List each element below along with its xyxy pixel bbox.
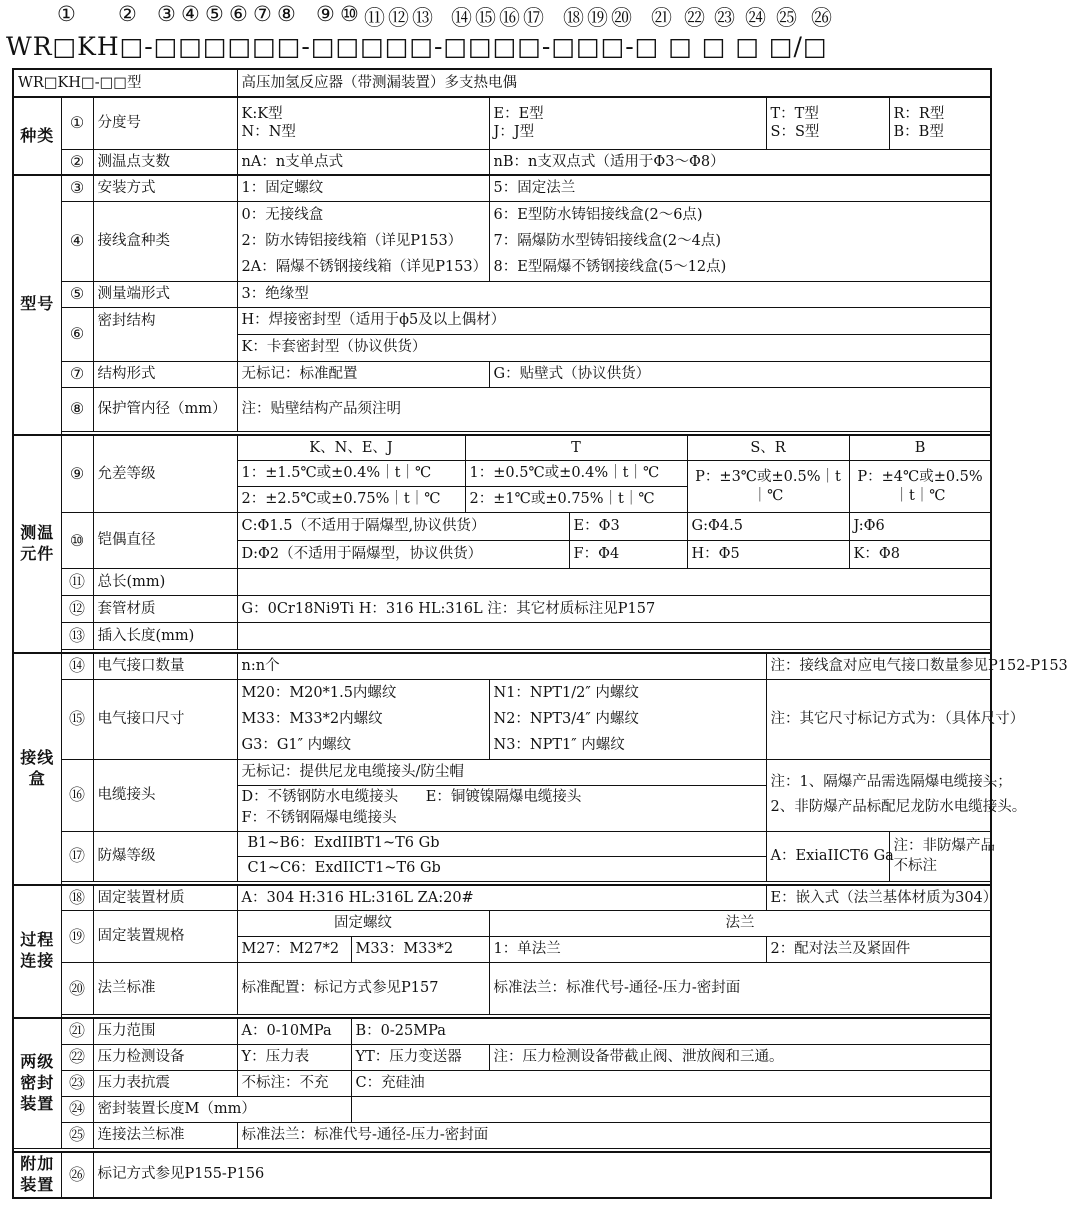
note-line: 不标注: [893, 858, 938, 874]
model-name: WR□KH□-□□型: [13, 69, 237, 97]
option-b: B：B型: [893, 124, 944, 141]
row-number: ⑳: [61, 963, 93, 1015]
option-cell: A：ExiaIICT6 Ga: [766, 831, 889, 881]
option-line: E：铜镀镍隔爆电缆接头: [425, 788, 582, 805]
row-number: ①: [61, 97, 93, 149]
category-type: 型号: [13, 175, 61, 435]
option-cell: H：焊接密封型（适用于ϕ5及以上偶材）: [237, 307, 991, 334]
empty-cell: [351, 1096, 991, 1122]
option-t: T：T型: [770, 106, 819, 123]
row-16a: [13, 759, 991, 785]
row-label: 测温点支数: [93, 149, 237, 175]
row-8: [13, 387, 991, 431]
row-label: 允差等级: [93, 435, 237, 513]
option-cell: [237, 201, 489, 281]
option-line: 2A：隔爆不锈钢接线箱（详见P153）: [241, 259, 488, 276]
row-number: ㉒: [61, 1044, 93, 1070]
row-3: [13, 175, 991, 201]
row-label: 防爆等级: [93, 831, 237, 881]
option-line: D：不锈钢防水电缆接头: [241, 788, 399, 805]
option-cell: [489, 679, 766, 759]
position-number: ㉔: [745, 6, 766, 30]
option-line: 7：隔爆防水型铸铝接线盒(2～4点): [493, 232, 722, 249]
note-line: 注：非防爆产品: [893, 837, 996, 854]
row-number: ⑰: [61, 831, 93, 881]
option-cell: [489, 97, 766, 149]
row-label: 密封结构: [93, 307, 237, 361]
position-number: ㉕: [776, 6, 797, 30]
option-cell: [889, 97, 991, 149]
option-e: E：E型: [493, 106, 544, 123]
row-number: ⑫: [61, 596, 93, 623]
option-cell: 注：贴壁结构产品须注明: [237, 387, 991, 431]
option-line: M20：M20*1.5内螺纹: [241, 684, 397, 701]
position-number: ⑩: [340, 2, 359, 26]
option-cell: nB：n支双点式（适用于Φ3～Φ8）: [489, 149, 991, 175]
model-description: 高压加氢反应器（带测漏装置）多支热电偶: [237, 69, 991, 97]
option-line: N2：NPT3/4″ 内螺纹: [493, 710, 639, 727]
tolerance-header: T: [465, 435, 687, 461]
option-cell: [766, 97, 889, 149]
row-label: 连接法兰标准: [93, 1122, 237, 1148]
option-cell: C1~C6：ExdIICT1~T6 Gb: [237, 856, 766, 881]
option-cell: C：充硅油: [351, 1070, 991, 1096]
row-4: [13, 201, 991, 281]
category-junction: 接线盒: [13, 653, 61, 885]
row-label: 插入长度(mm): [93, 623, 237, 650]
row-number: ⑲: [61, 911, 93, 963]
option-cell: 3：绝缘型: [237, 281, 991, 307]
row-label: 套管材质: [93, 596, 237, 623]
option-cell: 无标记：标准配置: [237, 361, 489, 387]
row-7: [13, 361, 991, 387]
tolerance-cell: P：±3℃或±0.5%｜t｜℃: [687, 461, 849, 513]
note-cell: 注：接线盒对应电气接口数量参见P152-P153: [766, 653, 991, 679]
option-r: R：R型: [893, 106, 945, 123]
position-number: ⑲: [587, 6, 608, 30]
row-number: ㉔: [61, 1096, 93, 1122]
row-23: [13, 1070, 991, 1096]
row-number: ㉕: [61, 1122, 93, 1148]
option-cell: [237, 97, 489, 149]
tolerance-cell: 2：±2.5℃或±0.75%｜t｜℃: [237, 487, 465, 513]
row-18: [13, 885, 991, 911]
note-cell: [766, 759, 1027, 831]
row-19-header: [13, 911, 991, 937]
row-number: ④: [61, 201, 93, 281]
row-number: ⑬: [61, 623, 93, 650]
diameter-cell: G:Φ4.5: [687, 513, 849, 541]
option-cell: 标准法兰：标准代号-通径-压力-密封面: [237, 1122, 991, 1148]
option-line: N1：NPT1/2″ 内螺纹: [493, 684, 639, 701]
row-number: ㉓: [61, 1070, 93, 1096]
spec-table: [12, 68, 1068, 1199]
row-13: [13, 623, 991, 650]
title-row: [13, 69, 991, 97]
position-number: ④: [181, 2, 200, 26]
row-11: [13, 569, 991, 596]
option-cell: 无标记：提供尼龙电缆接头/防尘帽: [237, 759, 766, 785]
tolerance-cell: 2：±1℃或±0.75%｜t｜℃: [465, 487, 687, 513]
option-cell: Y：压力表: [237, 1044, 351, 1070]
row-number: ⑩: [61, 513, 93, 569]
note-cell: 注：其它尺寸标记方式为：（具体尺寸）: [766, 679, 991, 759]
row-label: 压力范围: [93, 1018, 237, 1044]
row-number: ⑤: [61, 281, 93, 307]
option-s: S：S型: [770, 124, 820, 141]
diameter-cell: E：Φ3: [569, 513, 687, 541]
diameter-cell: J:Φ6: [849, 513, 991, 541]
option-cell: 标准法兰：标准代号-通径-压力-密封面: [489, 963, 991, 1015]
position-number: ⑫: [388, 6, 409, 30]
option-line: N3：NPT1″ 内螺纹: [493, 737, 625, 754]
option-cell: A：304 H:316 HL:316L ZA:20#: [237, 885, 766, 911]
row-number: ⑥: [61, 307, 93, 361]
option-cell: 不标注：不充: [237, 1070, 351, 1096]
row-label: 分度号: [93, 97, 237, 149]
option-cell: [489, 201, 991, 281]
row-label: 保护管内径（mm）: [93, 387, 237, 431]
option-line: F：不锈钢隔爆电缆接头: [241, 810, 397, 826]
row-label: 压力检测设备: [93, 1044, 237, 1070]
position-number: ⑱: [563, 6, 584, 30]
row-label: 结构形式: [93, 361, 237, 387]
option-cell: B：0-25MPa: [351, 1018, 991, 1044]
position-number: ⑮: [475, 6, 496, 30]
row-label: 铠偶直径: [93, 513, 237, 569]
option-line: M33：M33*2内螺纹: [241, 710, 383, 727]
position-number: ㉒: [684, 6, 705, 30]
model-code-header: [0, 0, 1000, 68]
option-j: J：J型: [493, 124, 535, 141]
row-number: ⑪: [61, 569, 93, 596]
row-label: 法兰标准: [93, 963, 237, 1015]
tolerance-cell: 1：±1.5℃或±0.4%｜t｜℃: [237, 461, 465, 487]
row-10a: [13, 513, 991, 541]
row-17a: [13, 831, 991, 856]
option-line: 8：E型隔爆不锈钢接线盒(5～12点): [493, 259, 727, 276]
option-line: 0：无接线盒: [241, 206, 324, 223]
spec-header: 固定螺纹: [237, 911, 489, 937]
option-cell: 1：单法兰: [489, 937, 766, 963]
row-label: 电气接口数量: [93, 653, 237, 679]
option-cell: A：0-10MPa: [237, 1018, 351, 1044]
option-line: G3：G1″ 内螺纹: [241, 737, 352, 754]
row-20: [13, 963, 991, 1015]
position-number: ⑧: [277, 2, 296, 26]
option-cell: M27：M27*2: [237, 937, 351, 963]
row-number: ⑭: [61, 653, 93, 679]
tolerance-cell: P：±4℃或±0.5%｜t｜℃: [849, 461, 991, 513]
option-cell: YT：压力变送器: [351, 1044, 489, 1070]
position-number: ⑥: [229, 2, 248, 26]
option-cell: 1：固定螺纹: [237, 175, 489, 201]
option-cell: K：卡套密封型（协议供货）: [237, 334, 991, 361]
diameter-cell: C:Φ1.5（不适用于隔爆型,协议供货）: [237, 513, 569, 541]
row-number: ⑮: [61, 679, 93, 759]
row-5: [13, 281, 991, 307]
row-label: 标记方式参见P155-P156: [93, 1152, 991, 1198]
category-kind: 种类: [13, 97, 61, 175]
row-label: 总长(mm): [93, 569, 237, 596]
category-seal: 两级密封装置: [13, 1018, 61, 1148]
row-number: ⑦: [61, 361, 93, 387]
position-number: ⑳: [611, 6, 632, 30]
row-21: [13, 1018, 991, 1044]
option-cell: 2：配对法兰及紧固件: [766, 937, 991, 963]
row-number: ㉑: [61, 1018, 93, 1044]
row-label: 电气接口尺寸: [93, 679, 237, 759]
position-number: ③: [157, 2, 176, 26]
row-2: [13, 149, 991, 175]
position-number: ①: [57, 2, 76, 26]
category-extra: 附加装置: [13, 1152, 61, 1198]
position-number: ⑪: [364, 6, 385, 30]
position-number: ②: [118, 2, 137, 26]
row-12: [13, 596, 991, 623]
row-label: 固定装置规格: [93, 911, 237, 963]
diameter-cell: F：Φ4: [569, 541, 687, 569]
option-cell: G：0Cr18Ni9Ti H：316 HL:316L 注：其它材质标注见P157: [237, 596, 991, 623]
option-line: 2：防水铸铝接线箱（详见P153）: [241, 232, 463, 249]
row-number: ③: [61, 175, 93, 201]
row-6: [13, 307, 991, 334]
option-cell: E：嵌入式（法兰基体材质为304）: [766, 885, 991, 911]
diameter-cell: D:Φ2（不适用于隔爆型，协议供货）: [237, 541, 569, 569]
option-cell: [237, 679, 489, 759]
row-number: ⑱: [61, 885, 93, 911]
position-number: ⑨: [316, 2, 335, 26]
option-cell: G：贴壁式（协议供货）: [489, 361, 991, 387]
option-cell: [237, 785, 766, 831]
position-number: ⑰: [523, 6, 544, 30]
row-label: 压力表抗震: [93, 1070, 237, 1096]
row-25: [13, 1122, 991, 1148]
position-number: ㉖: [811, 6, 832, 30]
option-cell: 5：固定法兰: [489, 175, 991, 201]
row-24: [13, 1096, 991, 1122]
position-number: ⑦: [253, 2, 272, 26]
note-line: 2、非防爆产品标配尼龙防水电缆接头。: [770, 799, 1027, 815]
tolerance-cell: 1：±0.5℃或±0.4%｜t｜℃: [465, 461, 687, 487]
option-cell: B1~B6：ExdIIBT1~T6 Gb: [237, 831, 766, 856]
position-number: ㉑: [651, 6, 672, 30]
option-cell: M33：M33*2: [351, 937, 489, 963]
row-label: 固定装置材质: [93, 885, 237, 911]
note-cell: 注：压力检测设备带截止阀、泄放阀和三通。: [489, 1044, 991, 1070]
tolerance-header: S、R: [687, 435, 849, 461]
row-26: [13, 1152, 991, 1198]
row-label: 电缆接头: [93, 759, 237, 831]
row-label: 接线盒种类: [93, 201, 237, 281]
row-label: 安装方式: [93, 175, 237, 201]
note-cell: [889, 831, 996, 881]
position-number: ⑬: [412, 6, 433, 30]
category-element: 测温元件: [13, 435, 61, 654]
row-number: ⑨: [61, 435, 93, 513]
row-number: ⑧: [61, 387, 93, 431]
tolerance-header: K、N、E、J: [237, 435, 465, 461]
diameter-cell: H：Φ5: [687, 541, 849, 569]
tolerance-header: B: [849, 435, 991, 461]
option-n: N：N型: [241, 124, 296, 141]
row-label: 密封装置长度M（mm）: [93, 1096, 351, 1122]
option-line: 6：E型防水铸铝接线盒(2～6点): [493, 206, 703, 223]
option-cell: nA：n支单点式: [237, 149, 489, 175]
row-22: [13, 1044, 991, 1070]
option-cell: 标准配置：标记方式参见P157: [237, 963, 489, 1015]
position-number: ⑭: [451, 6, 472, 30]
row-number: ㉖: [61, 1152, 93, 1198]
row-9-header: [13, 435, 991, 461]
empty-cell: [237, 569, 991, 596]
row-number: ⑯: [61, 759, 93, 831]
category-process: 过程连接: [13, 885, 61, 1019]
option-cell: n:n个: [237, 653, 766, 679]
position-number: ⑯: [499, 6, 520, 30]
row-number: ②: [61, 149, 93, 175]
model-code: WR□KH□-□□□□□□-□□□□□-□□□□-□□□-□ □ □ □ □/□: [6, 32, 828, 61]
spec-header: 法兰: [489, 911, 991, 937]
diameter-cell: K：Φ8: [849, 541, 991, 569]
empty-cell: [237, 623, 991, 650]
option-k: K:K型: [241, 106, 283, 123]
note-line: 注：1、隔爆产品需选隔爆电缆接头；: [770, 774, 1012, 791]
position-number: ㉓: [714, 6, 735, 30]
position-number: ⑤: [205, 2, 224, 26]
row-14: [13, 653, 991, 679]
row-15: [13, 679, 991, 759]
row-1: [13, 97, 991, 149]
row-label: 测量端形式: [93, 281, 237, 307]
